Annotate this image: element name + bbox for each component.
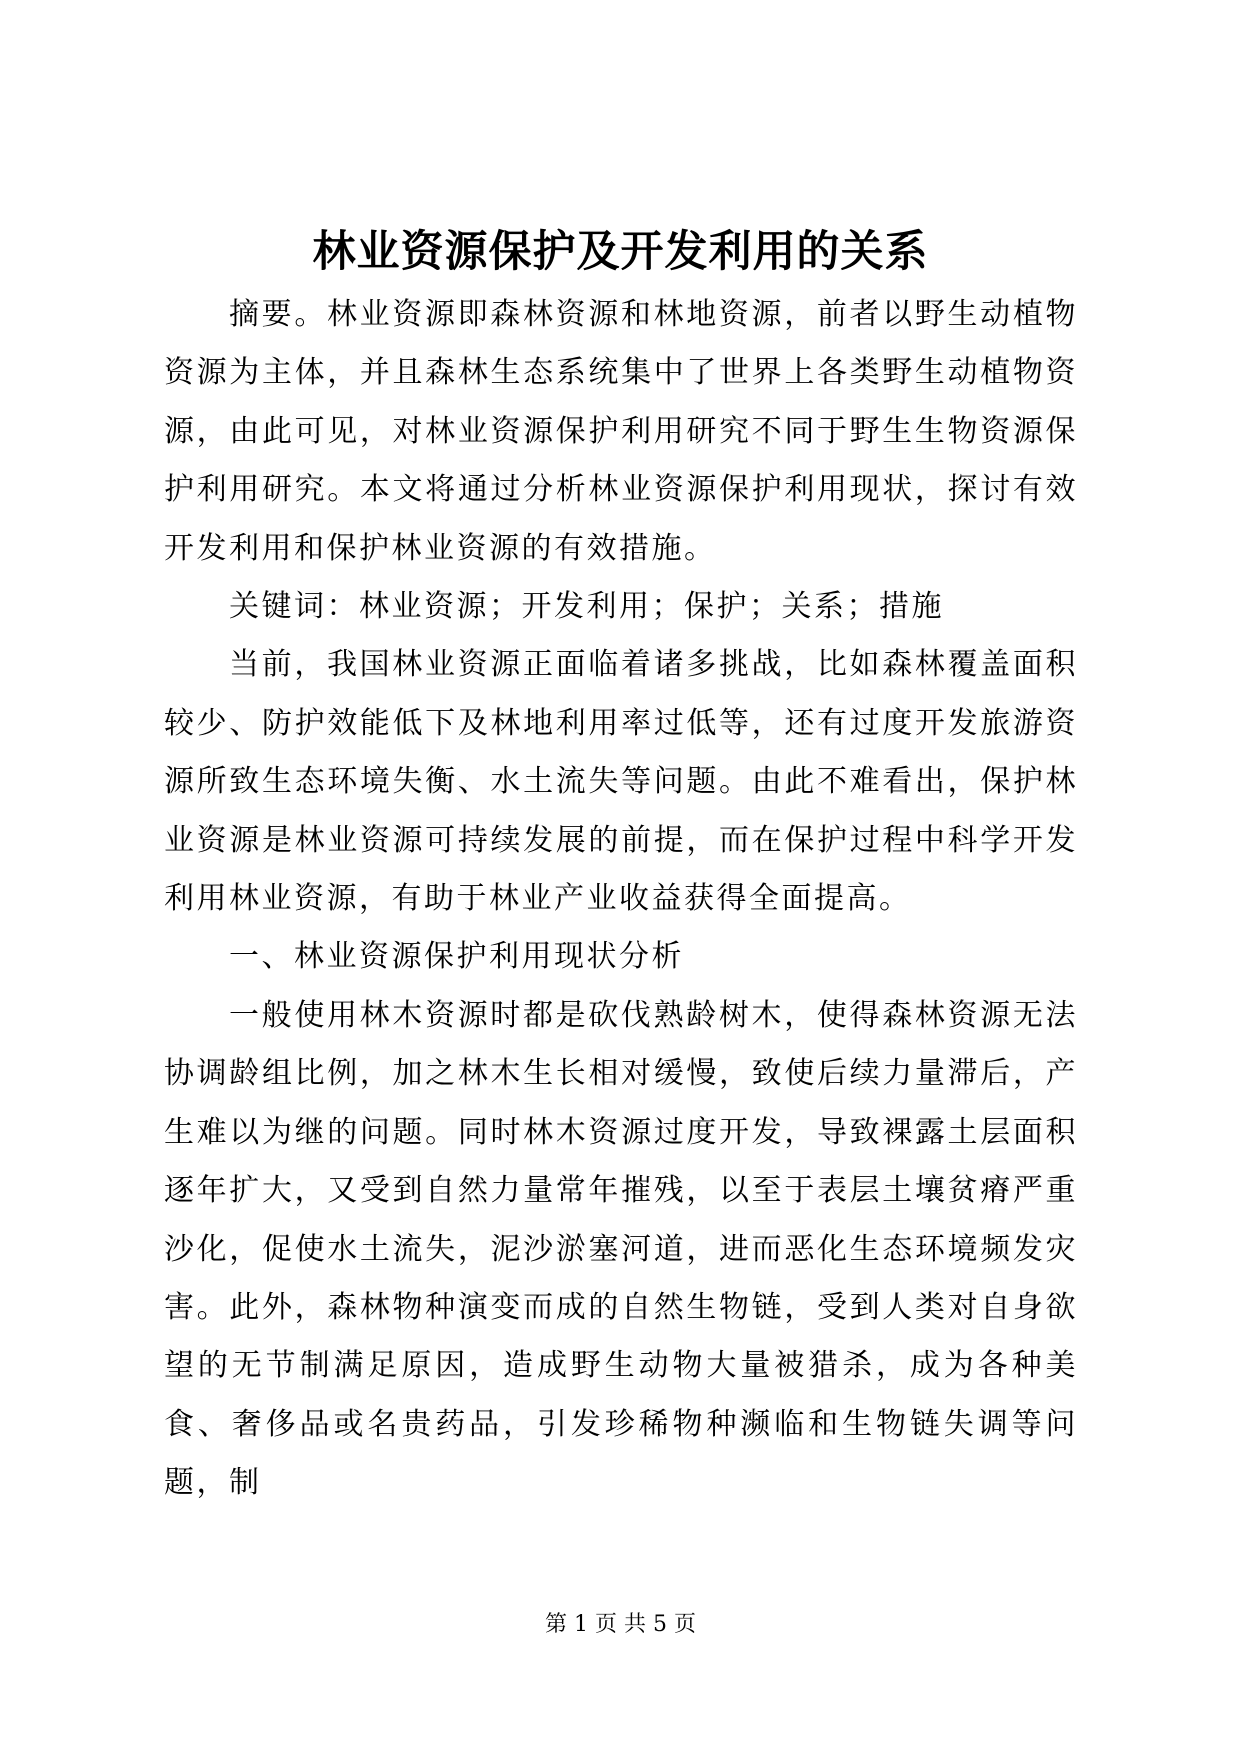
body-paragraph: 一般使用林木资源时都是砍伐熟龄树木，使得森林资源无法协调龄组比例，加之林木生长相对缓慢，致使后续力量滞后，产生难以为继的问题。同时林木资源过度开发，导致裸露土层面积逐年扩大，又受到自然力量常年摧残，以至于表层土壤贫瘠严重沙化，促使水土流失，泥沙淤塞河道，进而恶化生态环境频发灾害。此外，森林物种演变而成的自然生物链，受到人类对自身欲望的无节制满足原因，造成野生动物大量被猎杀，成为各种美食、奢侈品或名贵药品，引发珍稀物种濒临和生物链失调等问题，制 <box>164 997 1078 1501</box>
page-footer: 第 1 页 共 5 页 <box>545 1612 696 1637</box>
document-body <box>164 286 1078 1513</box>
section-heading: 一、林业资源保护利用现状分析 <box>229 939 684 975</box>
abstract-paragraph: 摘要。林业资源即森林资源和林地资源，前者以野生动植物资源为主体，并且森林生态系统集中了世界上各类野生动植物资源，由此可见，对林业资源保护利用研究不同于野生生物资源保护利用研究。本文将通过分析林业资源保护利用现状，探讨有效开发利用和保护林业资源的有效措施。 <box>164 297 1078 566</box>
keywords-paragraph: 关键词：林业资源；开发利用；保护；关系；措施 <box>229 589 944 625</box>
document-title: 林业资源保护及开发利用的关系 <box>312 227 929 277</box>
intro-paragraph: 当前，我国林业资源正面临着诸多挑战，比如森林覆盖面积较少、防护效能低下及林地利用率过低等，还有过度开发旅游资源所致生态环境失衡、水土流失等问题。由此不难看出，保护林业资源是林业资源可持续发展的前提，而在保护过程中科学开发利用林业资源，有助于林业产业收益获得全面提高。 <box>164 647 1078 917</box>
